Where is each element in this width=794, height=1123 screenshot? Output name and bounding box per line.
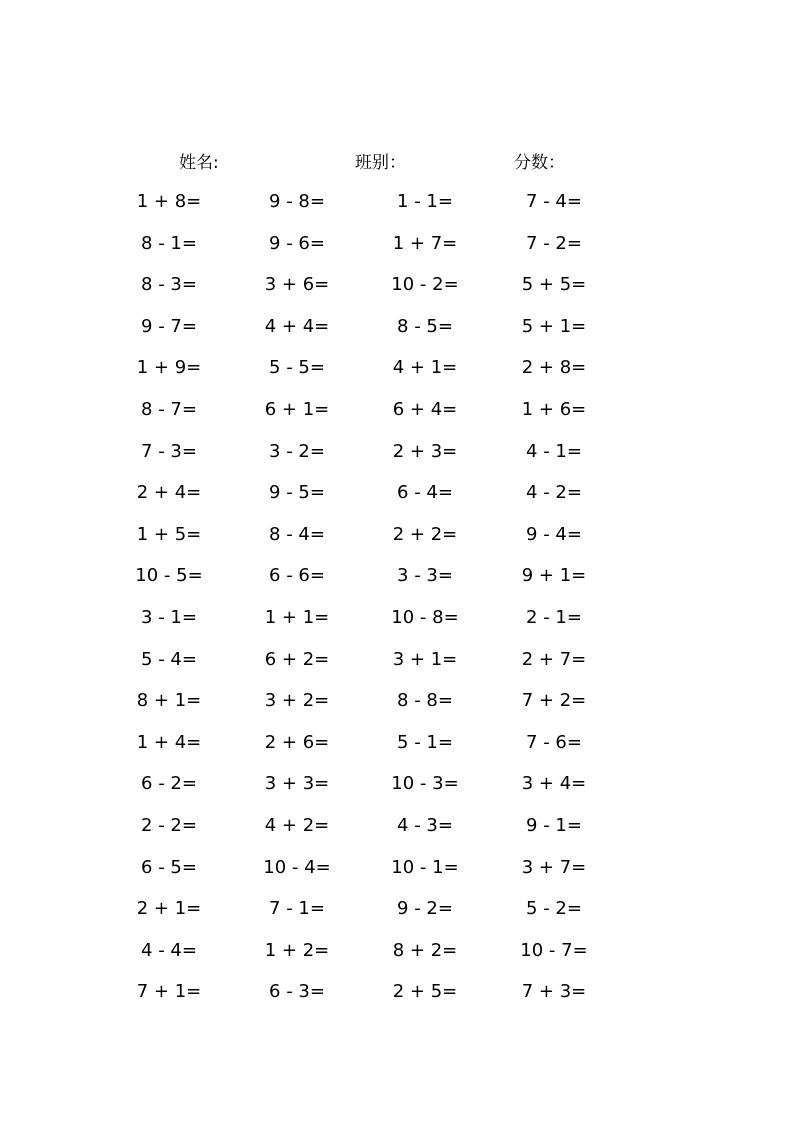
arithmetic-problem: 5 + 1= [521, 315, 587, 337]
arithmetic-problem: 8 + 1= [136, 690, 202, 712]
arithmetic-problem: 4 + 1= [392, 357, 458, 379]
name-label: 姓名: [179, 153, 219, 173]
arithmetic-problem: 7 + 2= [521, 690, 587, 712]
arithmetic-problem: 7 + 1= [136, 981, 202, 1003]
problem-row [0, 313, 794, 355]
arithmetic-problem: 1 + 8= [136, 191, 202, 212]
arithmetic-problem: 9 + 1= [521, 565, 587, 587]
problem-row [0, 937, 794, 979]
class-label: 班别： [355, 153, 406, 173]
problem-row [0, 521, 794, 563]
arithmetic-problem: 2 + 6= [264, 731, 330, 753]
arithmetic-problem: 10 - 8= [391, 606, 459, 628]
arithmetic-problem: 9 - 8= [269, 191, 325, 212]
arithmetic-problem: 8 - 7= [141, 398, 197, 420]
arithmetic-problem: 1 + 5= [136, 523, 202, 545]
arithmetic-problem: 3 + 6= [264, 274, 330, 296]
arithmetic-problem: 9 - 7= [141, 315, 197, 337]
arithmetic-problem: 7 - 4= [526, 191, 582, 212]
arithmetic-problem: 1 + 4= [136, 731, 202, 753]
arithmetic-problem: 4 + 4= [264, 315, 330, 337]
problem-row [0, 895, 794, 937]
problem-row [0, 854, 794, 896]
arithmetic-problem: 3 + 2= [264, 690, 330, 712]
problem-row [0, 438, 794, 480]
worksheet-header [0, 148, 794, 174]
arithmetic-problem: 4 + 2= [264, 814, 330, 836]
arithmetic-problem: 8 - 5= [397, 315, 453, 337]
arithmetic-problem: 6 - 5= [141, 856, 197, 878]
arithmetic-problem: 9 - 4= [526, 523, 582, 545]
arithmetic-problem: 6 - 4= [397, 482, 453, 504]
arithmetic-problem: 6 - 2= [141, 773, 197, 795]
arithmetic-problem: 3 + 3= [264, 773, 330, 795]
problem-row [0, 354, 794, 396]
problem-grid [0, 188, 794, 1020]
arithmetic-problem: 8 - 3= [141, 274, 197, 296]
arithmetic-problem: 1 - 1= [397, 191, 453, 212]
arithmetic-problem: 6 - 6= [269, 565, 325, 587]
arithmetic-problem: 4 - 4= [141, 939, 197, 961]
arithmetic-problem: 1 + 7= [392, 232, 458, 254]
arithmetic-problem: 2 - 2= [141, 814, 197, 836]
arithmetic-problem: 10 - 4= [263, 856, 331, 878]
problem-row [0, 729, 794, 771]
arithmetic-problem: 6 + 1= [264, 398, 330, 420]
arithmetic-problem: 2 + 7= [521, 648, 587, 670]
arithmetic-problem: 2 - 1= [526, 606, 582, 628]
arithmetic-problem: 3 + 1= [392, 648, 458, 670]
arithmetic-problem: 6 + 2= [264, 648, 330, 670]
arithmetic-problem: 8 + 2= [392, 939, 458, 961]
problem-row [0, 604, 794, 646]
score-label: 分数： [514, 153, 565, 173]
arithmetic-problem: 4 - 1= [526, 440, 582, 462]
arithmetic-problem: 1 + 6= [521, 398, 587, 420]
problem-row [0, 770, 794, 812]
arithmetic-problem: 10 - 1= [391, 856, 459, 878]
arithmetic-problem: 5 + 5= [521, 274, 587, 296]
arithmetic-problem: 9 - 2= [397, 898, 453, 920]
arithmetic-problem: 3 - 1= [141, 606, 197, 628]
arithmetic-problem: 5 - 4= [141, 648, 197, 670]
arithmetic-problem: 8 - 8= [397, 690, 453, 712]
arithmetic-problem: 8 - 4= [269, 523, 325, 545]
problem-row [0, 271, 794, 313]
arithmetic-problem: 9 - 5= [269, 482, 325, 504]
arithmetic-problem: 5 - 2= [526, 898, 582, 920]
arithmetic-problem: 1 + 1= [264, 606, 330, 628]
arithmetic-problem: 2 + 3= [392, 440, 458, 462]
arithmetic-problem: 5 - 5= [269, 357, 325, 379]
arithmetic-problem: 9 - 6= [269, 232, 325, 254]
arithmetic-problem: 7 - 1= [269, 898, 325, 920]
arithmetic-problem: 1 + 9= [136, 357, 202, 379]
arithmetic-problem: 10 - 7= [520, 939, 588, 961]
problem-row [0, 230, 794, 272]
problem-row [0, 978, 794, 1020]
arithmetic-problem: 3 + 7= [521, 856, 587, 878]
arithmetic-problem: 2 + 2= [392, 523, 458, 545]
arithmetic-problem: 4 - 2= [526, 482, 582, 504]
problem-row [0, 646, 794, 688]
problem-row [0, 396, 794, 438]
arithmetic-problem: 5 - 1= [397, 731, 453, 753]
problem-row [0, 562, 794, 604]
problem-row [0, 188, 794, 230]
arithmetic-problem: 6 - 3= [269, 981, 325, 1003]
arithmetic-problem: 3 - 2= [269, 440, 325, 462]
arithmetic-problem: 8 - 1= [141, 232, 197, 254]
arithmetic-problem: 7 - 6= [526, 731, 582, 753]
arithmetic-problem: 2 + 4= [136, 482, 202, 504]
arithmetic-problem: 2 + 8= [521, 357, 587, 379]
arithmetic-problem: 9 - 1= [526, 814, 582, 836]
arithmetic-problem: 10 - 5= [135, 565, 203, 587]
arithmetic-problem: 3 - 3= [397, 565, 453, 587]
arithmetic-problem: 3 + 4= [521, 773, 587, 795]
arithmetic-problem: 6 + 4= [392, 398, 458, 420]
arithmetic-problem: 4 - 3= [397, 814, 453, 836]
arithmetic-problem: 7 + 3= [521, 981, 587, 1003]
arithmetic-problem: 10 - 3= [391, 773, 459, 795]
arithmetic-problem: 10 - 2= [391, 274, 459, 296]
problem-row [0, 479, 794, 521]
arithmetic-problem: 2 + 1= [136, 898, 202, 920]
arithmetic-problem: 7 - 2= [526, 232, 582, 254]
arithmetic-problem: 1 + 2= [264, 939, 330, 961]
problem-row [0, 687, 794, 729]
arithmetic-problem: 2 + 5= [392, 981, 458, 1003]
problem-row [0, 812, 794, 854]
arithmetic-problem: 7 - 3= [141, 440, 197, 462]
